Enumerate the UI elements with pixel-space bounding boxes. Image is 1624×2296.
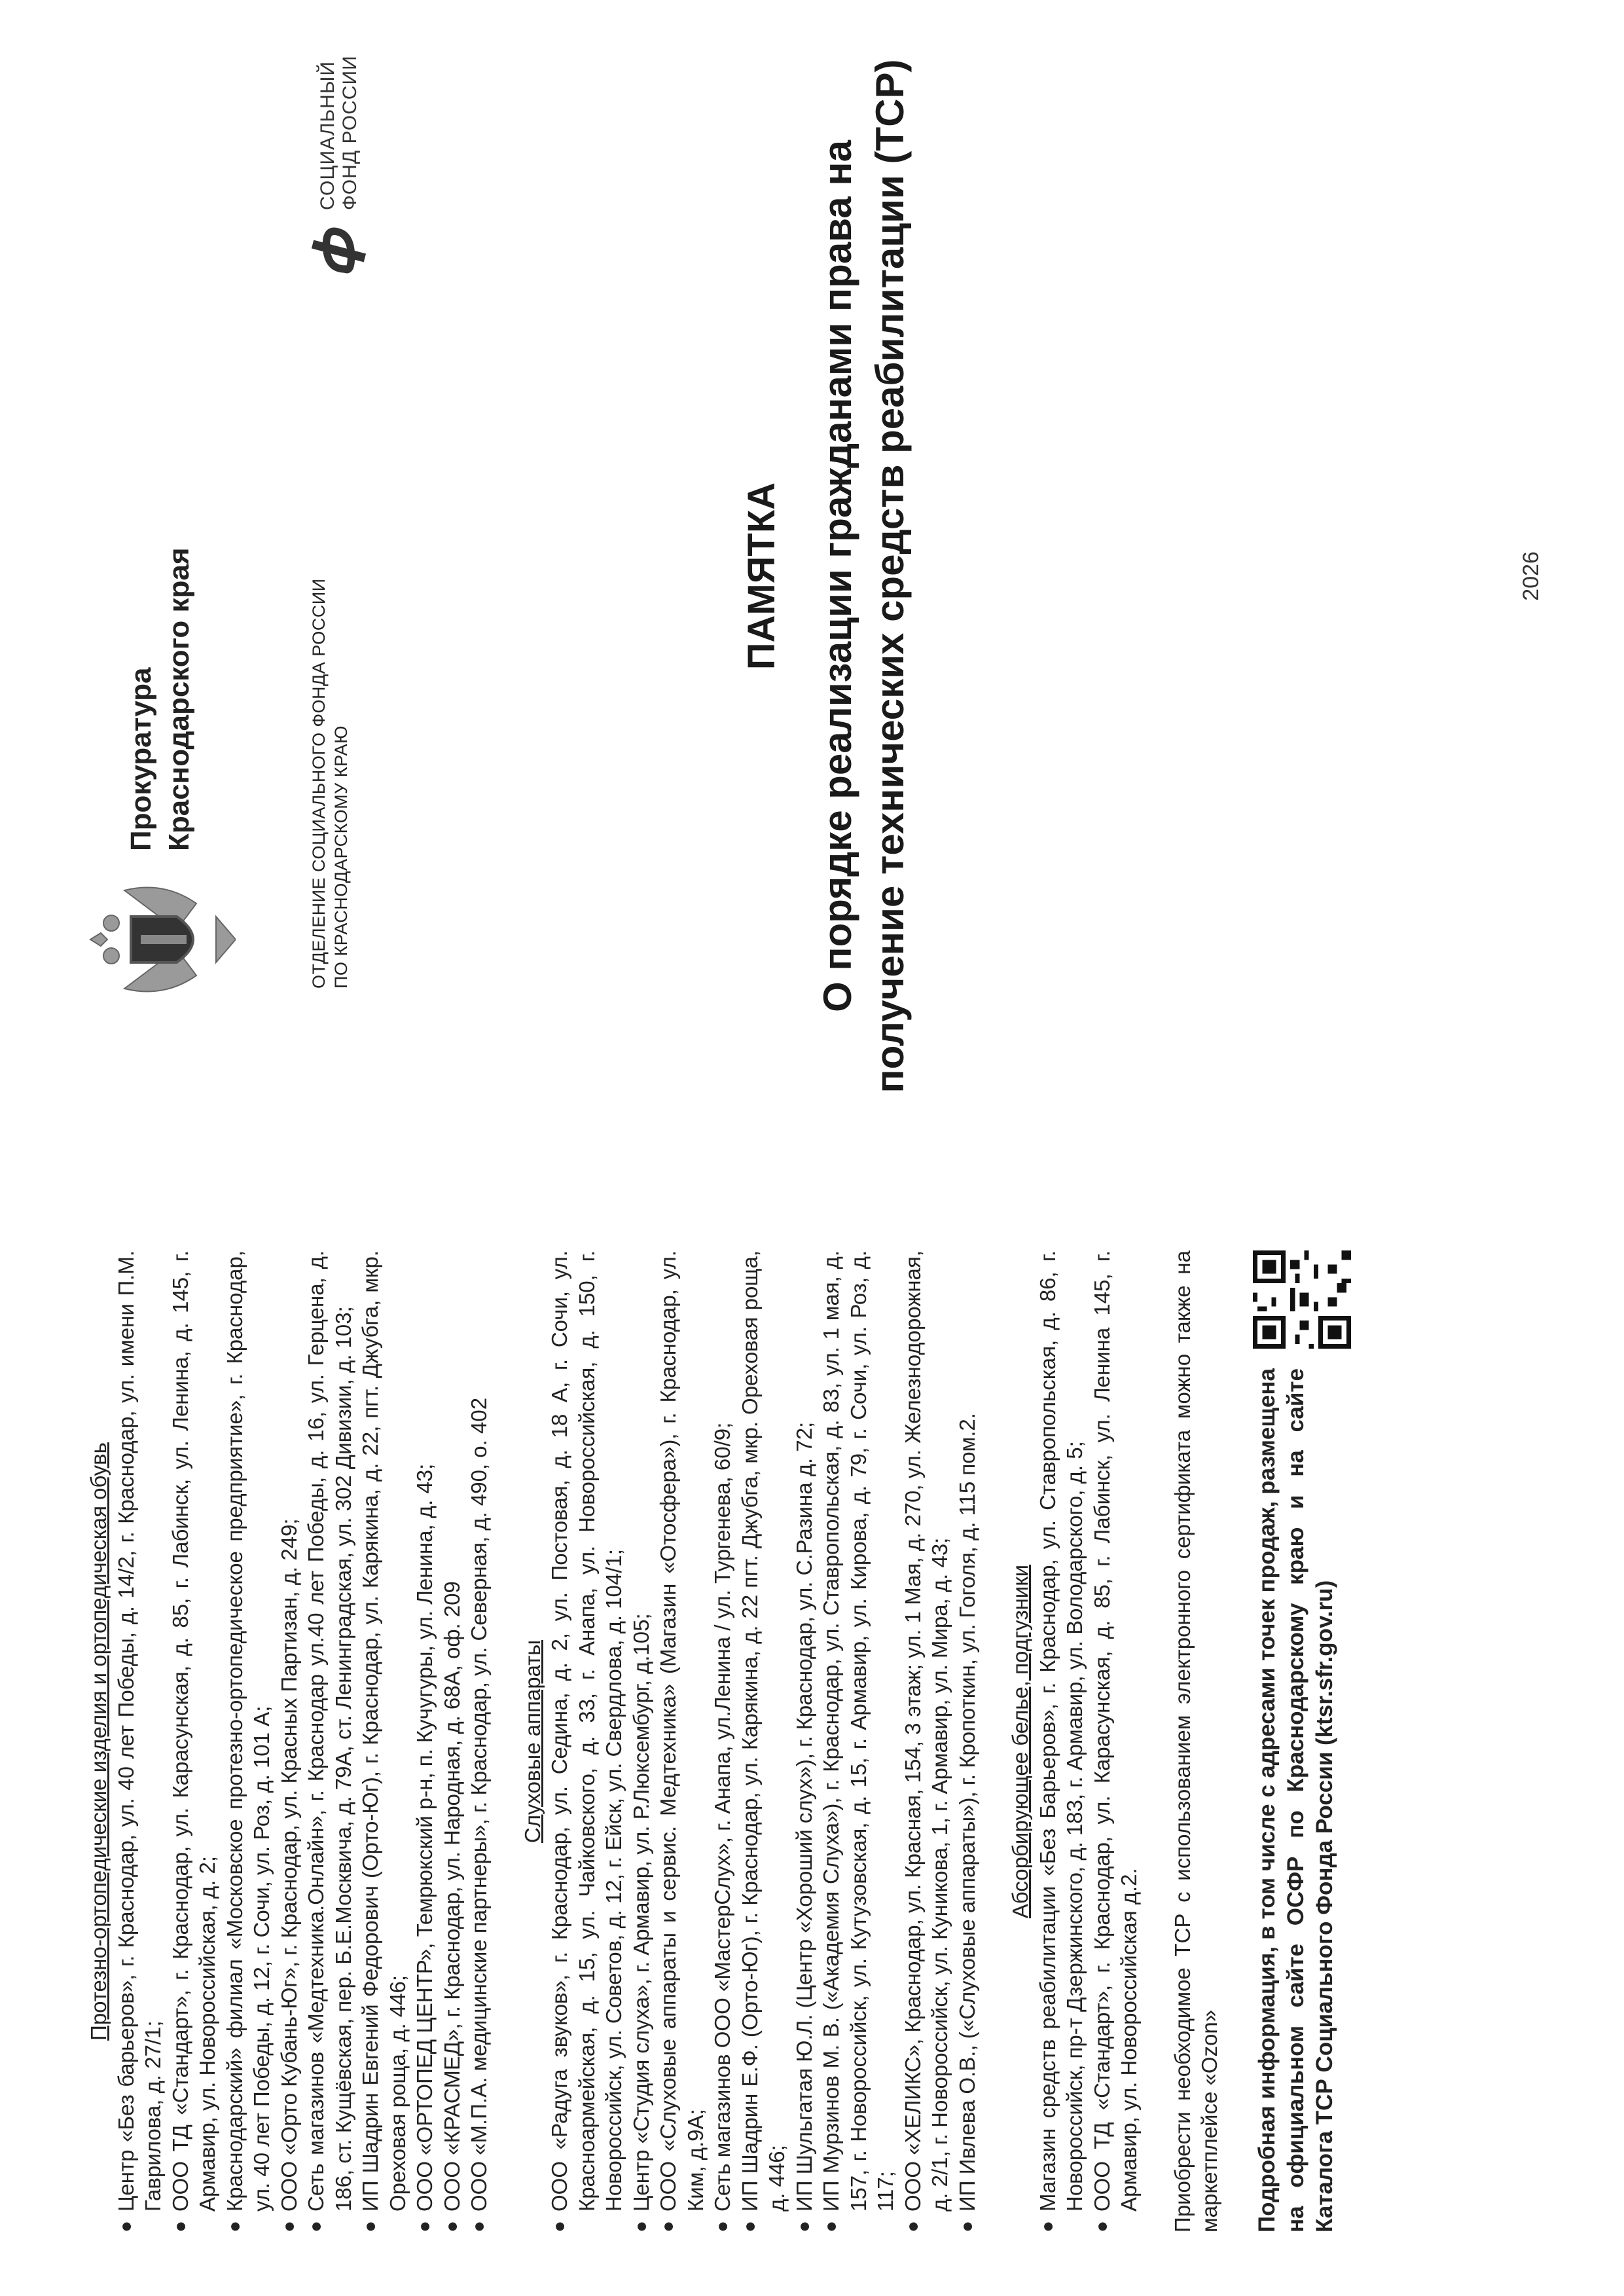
prokuratura-text [122, 547, 198, 851]
list-item: ● ООО «Слуховые аппараты и сервис. Медтехника» (Магазин «Отосфера»), г. Краснодар, ул. Ким, д.9А; [655, 1250, 709, 2232]
list-item: ● Центр «Без барьеров», г. Краснодар, ул. 40 лет Победы, д. 14/2, г. Краснодар, ул. имени П.М. Гаврилова, д. 27/1; [113, 1250, 167, 2232]
osfr-line1: ОТДЕЛЕНИЕ СОЦИАЛЬНОГО ФОНДА РОССИИ [309, 578, 329, 989]
section-spacer [981, 1250, 1007, 2232]
section-heading-orthopedic: Протезно-ортопедические изделия и ортопедическая обувь [86, 1442, 111, 2041]
sfr-logo [308, 55, 370, 282]
orthopedic-list [113, 1250, 493, 2232]
memo-heading: ПАМЯТКА [740, 482, 783, 670]
sfr-logo-mark-icon [308, 219, 370, 282]
osfr-label [308, 578, 352, 989]
list-item: ● ООО «ОРТОПЕД ЦЕНТР», Темрюкский р-н, п. Кучугуры, ул. Ленина, д. 43; [411, 1250, 439, 2232]
sfr-line1: СОЦИАЛЬНЫЙ [316, 61, 338, 210]
info-footer-text: Подробная информация, в том числе с адресами точек продаж, размещена на официальном сайте ОСФР по Краснодарскому краю и на сайте Каталога ТСР Социального Фонда России (ktsr.sfr.gov.ru) [1254, 1368, 1337, 2232]
sfr-line2: ФОНД РОССИИ [338, 55, 361, 210]
prokuratura-line2: Краснодарского края [163, 547, 195, 851]
list-content [85, 1250, 1351, 2232]
list-item: ● Сеть магазинов «Медтехника.Онлайн», г. Краснодар ул.40 лет Победы, д. 16, ул. Герцена, д. 186, ст. Кущёвская, пер. Б.Е.Москвича, д. 79А, ст. Ленинградская, ул. 302 Дивизии, д. 103; [302, 1250, 357, 2232]
hearing-aids-list [546, 1250, 981, 2232]
list-item: ● ООО «Орто Кубань-Юг», г. Краснодар, ул. Красных Партизан, д. 249; [276, 1250, 303, 2232]
prokuratura-line1: Прокуратура [125, 667, 157, 851]
list-item: ● ИП Ивлева О.В., («Слуховые аппараты»), г. Кропоткин, ул. Гоголя, д. 115 пом.2. [954, 1250, 981, 2232]
list-item: ● ООО ТД «Стандарт», г. Краснодар, ул. Карасунская, д. 85, г. Лабинск, ул. Ленина, д. 145, г. Армавир, ул. Новороссийская, д. 2; [167, 1250, 221, 2232]
list-item: ● ООО «КРАСМЕД», г. Краснодар, ул. Народная, д. 68А, оф. 209 [439, 1250, 466, 2232]
list-item: ● ИП Мурзинов М. В. («Академия Слуха»), г. Краснодар, ул. Ставропольская, д. 83, ул. 1 мая, д. 157, г. Новороссийск, ул. Кутузовская, д. 15, г. Армавир, ул. Кирова, д. 79, г. Сочи, ул. Роз, д. 117; [818, 1250, 899, 2232]
list-item: ● Сеть магазинов ООО «МастерСлух», г. Анапа, ул.Ленина / ул. Тургенева, 60/9; [709, 1250, 736, 2232]
list-item: ● ИП Шульгатая Ю.Л. (Центр «Хороший слух»), г. Краснодар, ул. С.Разина д. 72; [791, 1250, 818, 2232]
qr-code-icon[interactable] [1253, 1250, 1351, 1349]
ozon-note: Приобрести необходимое ТСР с использованием электронного сертификата можно также на маркетплейсе «Ozon» [1170, 1250, 1221, 2232]
list-item: ● ИП Шадрин Евгений Федорович (Орто-Юг), г. Краснодар, ул. Карякина, д. 22, пгт. Джубга, мкр. Ореховая роща, д. 446; [357, 1250, 411, 2232]
section-heading-hearing-aids: Слуховые аппараты [520, 1639, 545, 1844]
list-item: ● ИП Шадрин Е.Ф. (Орто-Юг), г. Краснодар, ул. Карякина, д. 22 пгт. Джубга, мкр. Ореховая роща, д. 446; [736, 1250, 791, 2232]
list-item: ● Центр «Студия слуха», г. Армавир, ул. Р.Люксембург, д.105; [628, 1250, 655, 2232]
list-item: ● Магазин средств реабилитации «Без Барьеров», г. Краснодар, ул. Ставропольская, д. 86, г. Новороссийск, пр-т Дзержинского, д. 183, г. Армавир, ул. Володарского, д. 5; [1034, 1250, 1089, 2232]
list-item: ● ООО «М.П.А. медицинские партнеры», г. Краснодар, ул. Северная, д. 490, о. 402 [465, 1250, 493, 2232]
sfr-logo-text [317, 55, 361, 210]
document-title: О порядке реализации гражданами права на получение технических средств реабилитации (ТСР) [816, 59, 912, 1093]
list-item: ● ООО «ХЕЛИКС», Краснодар, ул. Красная, 154, 3 этаж; ул. 1 Мая, д. 270, ул. Железнодорожная, д. 2/1, г. Новороссийск, ул. Куникова, 1, г. Армавир, ул. Мира, д. 43; [899, 1250, 954, 2232]
prosecutor-eagle-emblem-icon [85, 877, 236, 1002]
section-heading-absorbent: Абсорбирующее белье, подгузники [1008, 1564, 1032, 1919]
absorbent-list [1034, 1250, 1143, 2232]
list-panel [0, 1211, 1624, 2272]
list-item: ● Краснодарский» филиал «Московское протезно-ортопедическое предприятие», г. Краснодар, ул. 40 лет Победы, д. 12, г. Сочи, ул. Роз, д. 101 А; [221, 1250, 276, 2232]
document-year: 2026 [1519, 551, 1543, 601]
info-footer [1253, 1250, 1351, 2232]
list-item: ● ООО «Радуга звуков», г. Краснодар, ул. Седина, д. 2, ул. Постовая, д. 18 А, г. Сочи, ул. Красноармейская, д. 15, ул. Чайковского, д. 33, г. Анапа, ул. Новороссийская, д. 150, г. Новороссийск, ул. Советов, д. 12, г. Ейск, ул. Свердлова, д. 104/1; [546, 1250, 628, 2232]
prokuratura-header [85, 547, 236, 1002]
section-spacer [493, 1250, 519, 2232]
list-rotated-content [0, 1211, 1624, 2272]
osfr-line2: ПО КРАСНОДАРСКОМУ КРАЮ [331, 725, 351, 989]
list-item: ● ООО ТД «Стандарт», г. Краснодар, ул. Карасунская, д. 85, г. Лабинск, ул. Ленина 145, г. Армавир, ул. Новороссийская д.2. [1089, 1250, 1143, 2232]
